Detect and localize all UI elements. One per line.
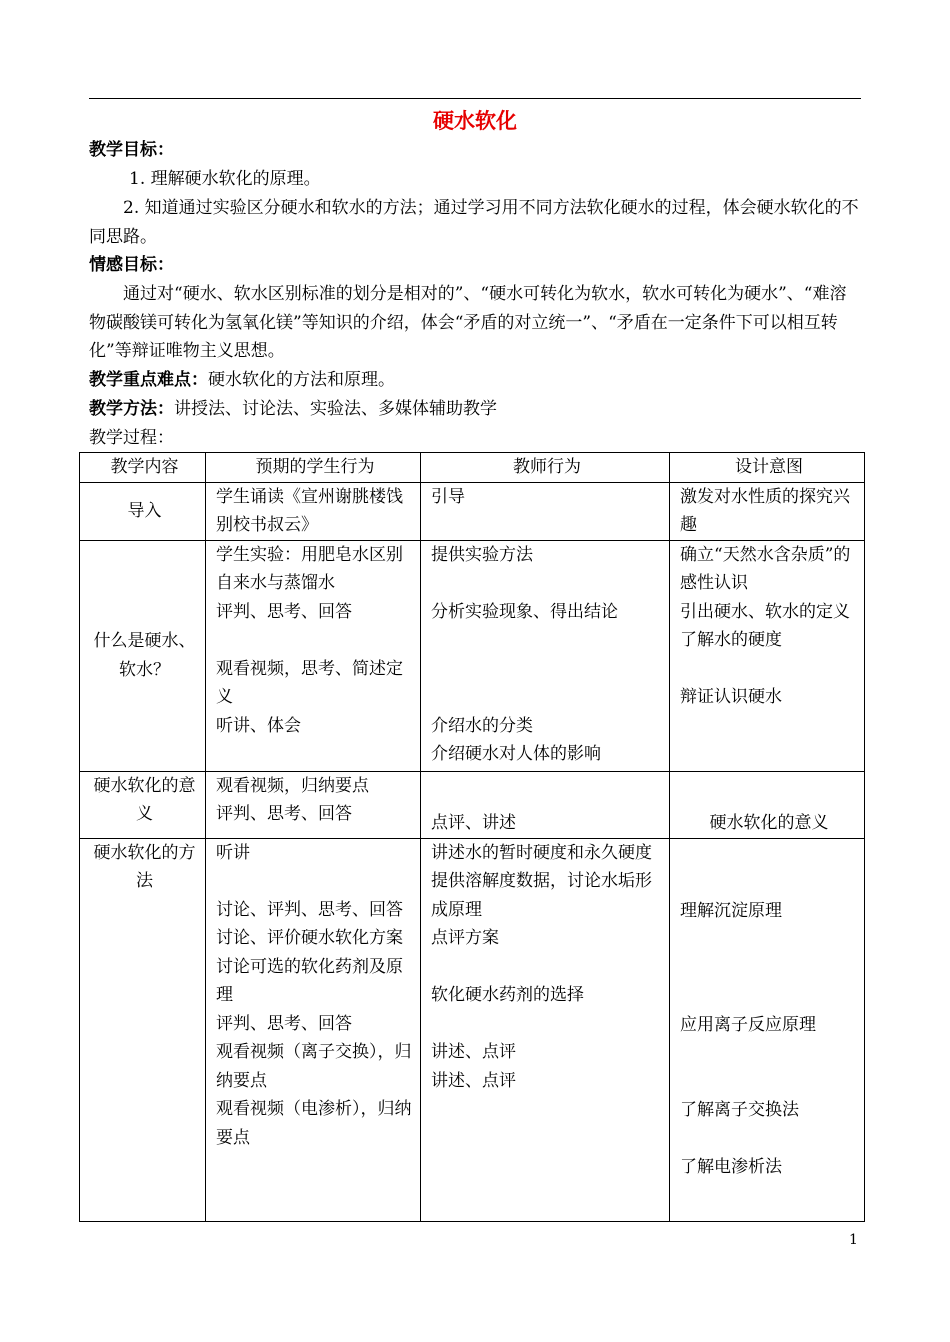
goals-label: 教学目标： [89,140,174,160]
table-row [80,482,865,540]
header-intent: 设计意图 [670,453,865,483]
row-student-text: 学生诵读《宣州谢朓楼饯别校书叔云》 [216,486,403,535]
row-content: 什么是硬水、软水？ [80,540,206,771]
table-row [80,838,865,1221]
emotion-text: 通过对“硬水、软水区别标准的划分是相对的”、“硬水可转化为软水，软水可转化为硬水”、“难溶物碳酸镁可转化为氢氧化镁”等知识的介绍，体会“矛盾的对立统一”、“矛盾在一定条件下可以相互转化”等辩证唯物主义思想。 [89,284,847,361]
row-content: 导入 [80,482,206,540]
table-row [80,540,865,771]
row-intent [670,838,865,1221]
row-student-text: 学生实验：用肥皂水区别自来水与蒸馏水 评判、思考、回答 观看视频，思考、简述定义 听讲、体会 [216,544,403,736]
row-teacher-text: 讲述水的暂时硬度和永久硬度 提供溶解度数据，讨论水垢形成原理 点评方案 软化硬水药剂的选择 讲述、点评 讲述、点评 [431,842,652,1091]
method-value: 讲授法、讨论法、实验法、多媒体辅助教学 [174,399,497,419]
table-row [80,771,865,838]
process-label: 教学过程： [89,428,174,448]
lesson-table [79,452,865,1222]
row-intent-text: 确立“天然水含杂质”的感性认识 引出硬水、软水的定义 了解水的硬度 辩证认识硬水 [680,544,851,707]
keypoint-value: 硬水软化的方法和原理。 [208,370,395,390]
row-student [206,482,421,540]
method-label: 教学方法： [89,399,174,419]
header-content: 教学内容 [80,453,206,483]
row-teacher [421,540,670,771]
goal-item-2: 2. 知道通过实验区分硬水和软水的方法；通过学习用不同方法软化硬水的过程，体会硬水软化的不同思路。 [89,198,859,247]
keypoint-label: 教学重点难点： [89,370,208,390]
header-rule [89,98,861,99]
row-student [206,838,421,1221]
row-teacher [421,482,670,540]
row-intent [670,482,865,540]
row-intent-text: 理解沉淀原理 应用离子反应原理 了解离子交换法 了解电渗析法 [680,900,816,1177]
row-student [206,771,421,838]
row-teacher-text: 提供实验方法 分析实验现象、得出结论 介绍水的分类 介绍硬水对人体的影响 [431,544,618,764]
goal-item-1: 1. 理解硬水软化的原理。 [129,169,321,189]
row-student [206,540,421,771]
row-content: 硬水软化的方法 [80,838,206,1221]
row-content: 硬水软化的意义 [80,771,206,838]
row-intent-text: 硬水软化的意义 [709,813,829,833]
method-line [89,395,497,423]
row-student-text: 听讲 讨论、评判、思考、回答 讨论、评价硬水软化方案 讨论可选的软化药剂及原理 评判、思考、回答 观看视频（离子交换），归纳要点 观看视频（电渗析），归纳要点 [216,842,412,1148]
row-intent-text: 激发对水性质的探究兴趣 [680,486,850,535]
table-header-row [80,453,865,483]
row-intent [670,540,865,771]
row-student-text: 观看视频，归纳要点 评判、思考、回答 [216,775,369,824]
emotion-label: 情感目标： [89,255,174,275]
row-teacher-text: 引导 [431,486,465,507]
page-number: 1 [849,1232,858,1248]
row-teacher-text: 点评、讲述 [431,813,516,833]
row-intent [670,771,865,838]
row-teacher [421,771,670,838]
row-teacher [421,838,670,1221]
header-student: 预期的学生行为 [206,453,421,483]
page-title: 硬水软化 [433,109,517,133]
keypoint-line [89,366,395,394]
header-teacher: 教师行为 [421,453,670,483]
